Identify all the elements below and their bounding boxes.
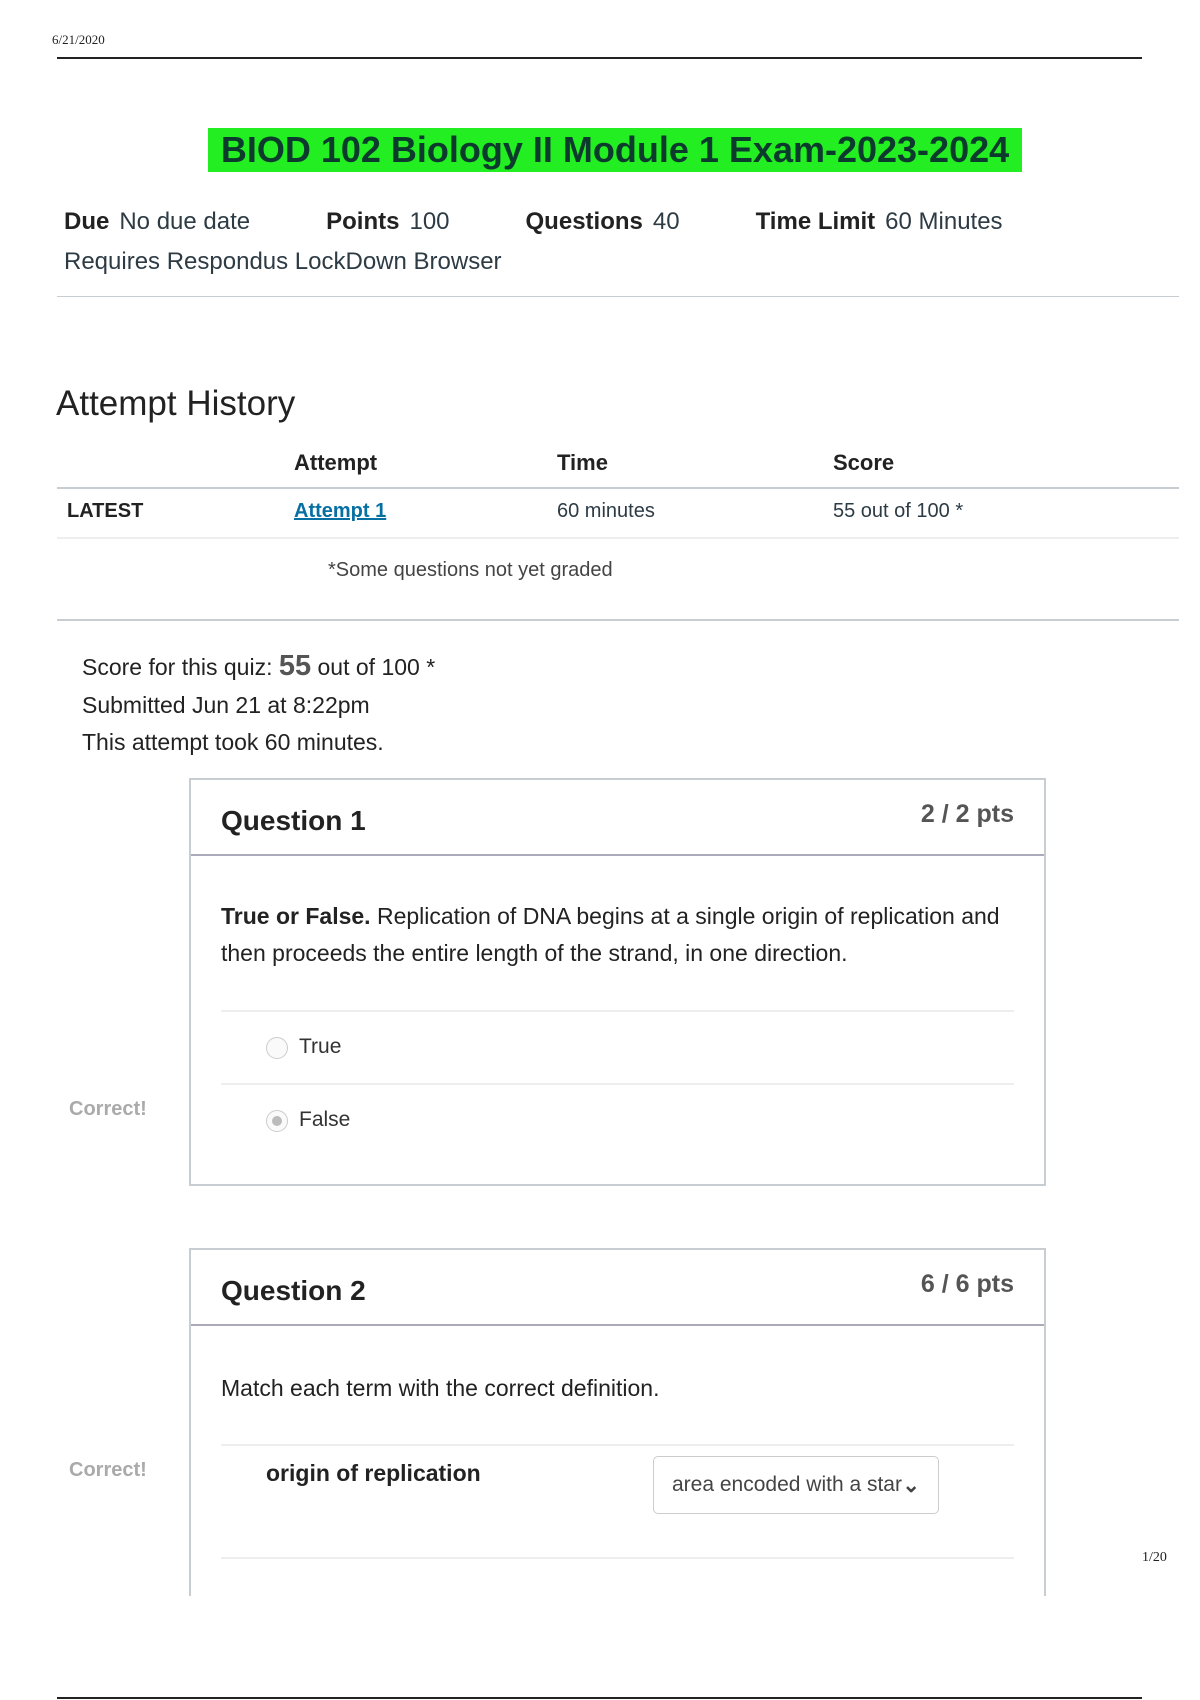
attempt-score: 55 out of 100 * xyxy=(833,500,964,522)
questions-label: Questions xyxy=(525,208,643,235)
question-points: 2 / 2 pts xyxy=(920,800,1014,828)
radio-false[interactable] xyxy=(266,1110,288,1132)
points-value: 100 xyxy=(409,208,450,235)
divider xyxy=(221,1444,1014,1446)
question-1-card xyxy=(189,778,1046,1186)
attempt-1-link[interactable]: Attempt 1 xyxy=(294,500,387,522)
option-true: True xyxy=(299,1035,342,1058)
question-title: Question 2 xyxy=(221,1275,366,1306)
grading-note: *Some questions not yet graded xyxy=(328,559,613,581)
match-answer-select[interactable] xyxy=(653,1456,939,1514)
question-text: Match each term with the correct definition. xyxy=(221,1375,660,1401)
score-prefix: Score for this quiz: xyxy=(82,654,279,680)
col-attempt: Attempt xyxy=(294,450,378,475)
question-2-card xyxy=(189,1248,1046,1596)
page-title: BIOD 102 Biology II Module 1 Exam-2023-2024 xyxy=(208,128,1022,172)
due-value: No due date xyxy=(119,208,251,235)
question-body: Replication of DNA begins at a single origin of replication and then proceeds the entire length of the strand, in one direction. xyxy=(221,903,1000,966)
correct-label: Correct! xyxy=(69,1451,187,1490)
quiz-score xyxy=(82,650,435,683)
question-header xyxy=(191,1250,1044,1326)
due-label: Due xyxy=(64,208,110,235)
divider xyxy=(57,619,1179,621)
attempt-duration: This attempt took 60 minutes. xyxy=(82,729,384,755)
page-number: 1/20 xyxy=(1142,1550,1167,1565)
table-header-divider xyxy=(57,487,1179,489)
score-value: 55 xyxy=(278,650,312,682)
divider xyxy=(221,1010,1014,1012)
question-lead: True or False. xyxy=(221,903,371,929)
questions-value: 40 xyxy=(652,208,680,235)
quiz-meta xyxy=(64,208,1003,236)
option-false: False xyxy=(299,1108,351,1131)
correct-label: Correct! xyxy=(69,1090,187,1129)
match-term: origin of replication xyxy=(266,1460,481,1486)
question-title: Question 1 xyxy=(221,805,366,836)
attempt-history-heading: Attempt History xyxy=(56,384,296,423)
attempt-time: 60 minutes xyxy=(557,500,655,522)
points-label: Points xyxy=(326,208,400,235)
time-limit-label: Time Limit xyxy=(755,208,876,235)
divider xyxy=(221,1083,1014,1085)
score-suffix: out of 100 * xyxy=(311,654,436,680)
top-rule xyxy=(57,57,1142,59)
time-limit-value: 60 Minutes xyxy=(885,208,1003,235)
print-date: 6/21/2020 xyxy=(52,32,105,47)
col-time: Time xyxy=(557,450,608,475)
lockdown-requirement: Requires Respondus LockDown Browser xyxy=(64,248,502,275)
divider xyxy=(221,1557,1014,1559)
radio-true[interactable] xyxy=(266,1037,288,1059)
latest-tag: LATEST xyxy=(67,500,144,522)
question-header xyxy=(191,780,1044,856)
divider xyxy=(57,296,1179,297)
table-row-divider xyxy=(57,537,1179,539)
question-text xyxy=(221,898,1011,972)
col-score: Score xyxy=(833,450,895,475)
bottom-rule xyxy=(57,1697,1142,1699)
question-points: 6 / 6 pts xyxy=(920,1270,1014,1298)
submitted-time: Submitted Jun 21 at 8:22pm xyxy=(82,692,370,718)
selected-answer: area encoded with a star xyxy=(672,1473,902,1496)
chevron-down-icon: ⌄ xyxy=(902,1474,920,1497)
